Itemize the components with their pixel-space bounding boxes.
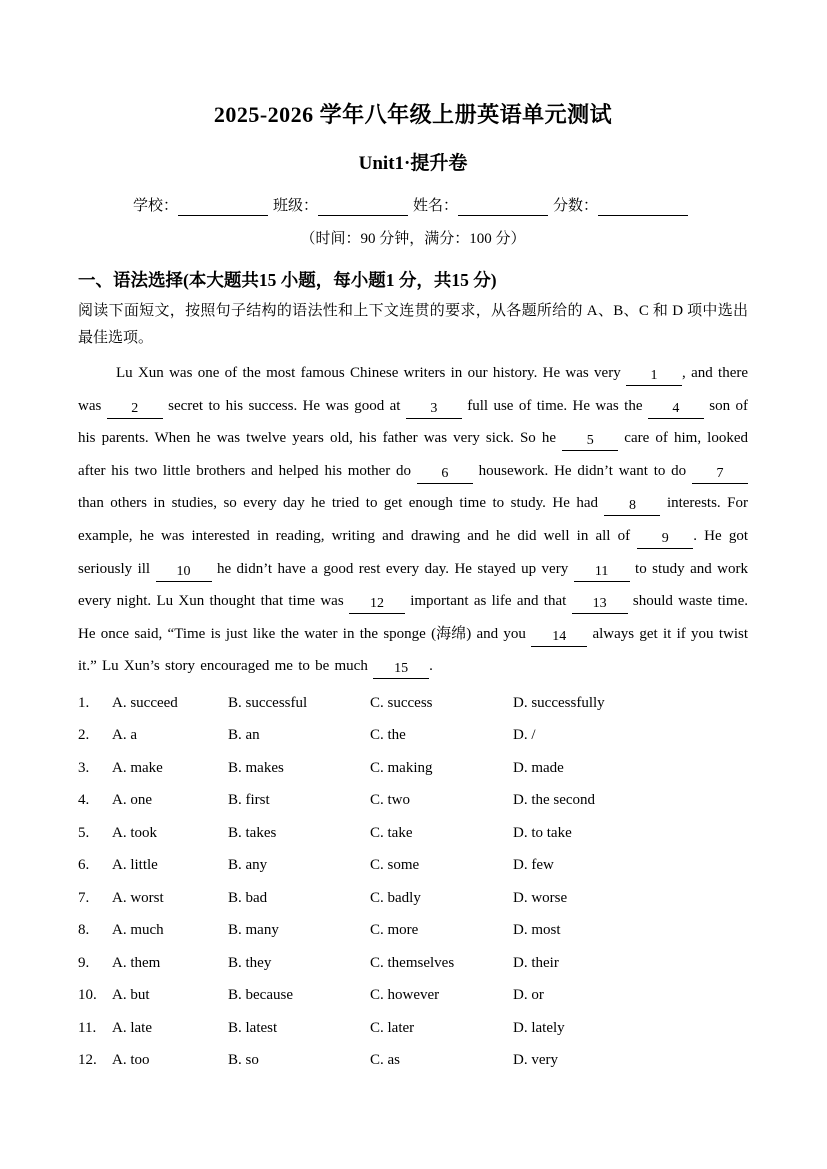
question-2-option-d: D. / xyxy=(513,727,536,744)
question-2-option-c: C. the xyxy=(370,727,406,744)
question-6-option-c: C. some xyxy=(370,857,420,874)
question-3-option-c: C. making xyxy=(370,759,433,776)
question-row-4 xyxy=(78,784,748,817)
question-11-option-a: 11. A. late xyxy=(78,1012,228,1045)
question-row-3 xyxy=(78,752,748,785)
info-fields-line xyxy=(78,196,748,216)
question-9-option-a: 9. A. them xyxy=(78,947,228,980)
question-row-11 xyxy=(78,1012,748,1045)
passage-blank-8[interactable]: 8 xyxy=(604,498,660,516)
question-7-option-b: B. bad xyxy=(228,889,268,906)
question-4-option-a: 4. A. one xyxy=(78,784,228,817)
question-4-option-c: C. two xyxy=(370,792,411,809)
question-11-number: 11. xyxy=(78,1019,97,1036)
page-subtitle: Unit1·提升卷 xyxy=(358,153,468,174)
passage-blank-9[interactable]: 9 xyxy=(637,531,693,549)
question-row-1 xyxy=(78,687,748,720)
question-7-number: 7. xyxy=(78,889,90,906)
question-2-option-b: B. an xyxy=(228,727,260,744)
question-6-option-d: D. few xyxy=(513,857,554,874)
passage-blank-12[interactable]: 12 xyxy=(349,596,405,614)
question-1-number: 1. xyxy=(78,694,90,711)
info-field-blank-4[interactable] xyxy=(598,198,688,216)
time-note: （时间：90 分钟，满分：100 分） xyxy=(300,231,526,247)
question-8-option-a: 8. A. much xyxy=(78,914,228,947)
question-6-option-a: 6. A. little xyxy=(78,849,228,882)
question-8-option-d: D. most xyxy=(513,922,561,939)
question-row-10 xyxy=(78,979,748,1012)
question-8-number: 8. xyxy=(78,922,90,939)
question-9-number: 9. xyxy=(78,954,90,971)
passage-blank-3[interactable]: 3 xyxy=(406,401,462,419)
question-2-number: 2. xyxy=(78,727,90,744)
question-11-option-c: C. later xyxy=(370,1019,415,1036)
question-1-option-d: D. successfully xyxy=(513,694,605,711)
question-10-option-d: D. or xyxy=(513,987,544,1004)
question-3-number: 3. xyxy=(78,759,90,776)
question-7-option-d: D. worse xyxy=(513,889,568,906)
question-4-option-d: D. the second xyxy=(513,792,596,809)
passage-blank-14[interactable]: 14 xyxy=(531,629,587,647)
question-row-5 xyxy=(78,817,748,850)
question-8-option-b: B. many xyxy=(228,922,279,939)
question-list xyxy=(78,687,748,1077)
question-11-option-d: D. lately xyxy=(513,1019,565,1036)
passage-blank-2[interactable]: 2 xyxy=(107,401,163,419)
question-5-option-c: C. take xyxy=(370,824,413,841)
question-9-option-d: D. their xyxy=(513,954,559,971)
question-row-9 xyxy=(78,947,748,980)
passage-blank-13[interactable]: 13 xyxy=(572,596,628,614)
info-field-blank-1[interactable] xyxy=(178,198,268,216)
passage-blank-1[interactable]: 1 xyxy=(626,368,682,386)
passage-blank-5[interactable]: 5 xyxy=(562,433,618,451)
passage-blank-6[interactable]: 6 xyxy=(417,466,473,484)
info-field-label-3: 姓名： xyxy=(413,198,459,214)
question-10-option-a: 10. A. but xyxy=(78,979,228,1012)
info-field-blank-2[interactable] xyxy=(318,198,408,216)
question-1-option-c: C. success xyxy=(370,694,433,711)
passage-blank-7[interactable]: 7 xyxy=(692,466,748,484)
question-9-option-b: B. they xyxy=(228,954,272,971)
question-6-option-b: B. any xyxy=(228,857,268,874)
question-4-option-b: B. first xyxy=(228,792,270,809)
passage-blank-15[interactable]: 15 xyxy=(373,661,429,679)
question-3-option-d: D. made xyxy=(513,759,564,776)
question-12-number: 12. xyxy=(78,1052,97,1069)
question-1-option-b: B. successful xyxy=(228,694,308,711)
section-heading: 一、语法选择(本大题共15 小题，每小题1 分，共15 分) xyxy=(78,270,497,290)
info-field-blank-3[interactable] xyxy=(458,198,548,216)
question-5-option-b: B. takes xyxy=(228,824,277,841)
question-12-option-a: 12. A. too xyxy=(78,1044,228,1077)
passage-blank-10[interactable]: 10 xyxy=(156,564,212,582)
question-4-number: 4. xyxy=(78,792,90,809)
info-field-label-4: 分数： xyxy=(553,198,599,214)
question-1-option-a: 1. A. succeed xyxy=(78,687,228,720)
question-9-option-c: C. themselves xyxy=(370,954,455,971)
question-6-number: 6. xyxy=(78,857,90,874)
question-5-option-d: D. to take xyxy=(513,824,572,841)
section-instructions: 阅读下面短文，按照句子结构的语法性和上下文连贯的要求，从各题所给的 A、B、C 和 D 项中选出最佳选项。 xyxy=(78,303,748,346)
question-3-option-a: 3. A. make xyxy=(78,752,228,785)
info-field-label-1: 学校： xyxy=(132,198,178,214)
question-row-7 xyxy=(78,882,748,915)
question-10-option-c: C. however xyxy=(370,987,440,1004)
question-5-option-a: 5. A. took xyxy=(78,817,228,850)
question-10-number: 10. xyxy=(78,987,97,1004)
question-12-option-b: B. so xyxy=(228,1052,259,1069)
question-row-2 xyxy=(78,719,748,752)
question-10-option-b: B. because xyxy=(228,987,293,1004)
passage: Lu Xun was one of the most famous Chinese writers in our history. He was very 1 , and there was 2 secret to his success. He was good at 3 full use of time. He was the 4 son of his parents. When he was twelve years old, his father was very sick. So he 5 care of him, looked after his two little brothers and helped his mother do 6 housework. He didn’t want to do 7 than others in studies, so every day he tried to get enough time to study. He had 8 interests. For example, he was interested in reading, writing and drawing and he did well in all of 9 . He got seriously ill 10 he didn’t have a good rest every day. He stayed up very 11 to study and work every night. Lu Xun thought that time was 12 important as life and that 13 should waste time. He once said, “Time is just like the water in the sponge (海绵) and you 14 always get it if you twist it.” Lu Xun’s story encouraged me to be much 15 . xyxy=(78,357,748,683)
info-field-label-2: 班级： xyxy=(272,198,318,214)
question-row-12 xyxy=(78,1044,748,1077)
question-12-option-d: D. very xyxy=(513,1052,558,1069)
question-row-8 xyxy=(78,914,748,947)
question-2-option-a: 2. A. a xyxy=(78,719,228,752)
passage-blank-11[interactable]: 11 xyxy=(574,564,630,582)
question-5-number: 5. xyxy=(78,824,90,841)
question-11-option-b: B. latest xyxy=(228,1019,278,1036)
page-title: 2025-2026 学年八年级上册英语单元测试 xyxy=(213,102,613,127)
question-8-option-c: C. more xyxy=(370,922,419,939)
question-12-option-c: C. as xyxy=(370,1052,400,1069)
question-7-option-c: C. badly xyxy=(370,889,421,906)
passage-blank-4[interactable]: 4 xyxy=(648,401,704,419)
question-7-option-a: 7. A. worst xyxy=(78,882,228,915)
question-row-6 xyxy=(78,849,748,882)
question-3-option-b: B. makes xyxy=(228,759,284,776)
